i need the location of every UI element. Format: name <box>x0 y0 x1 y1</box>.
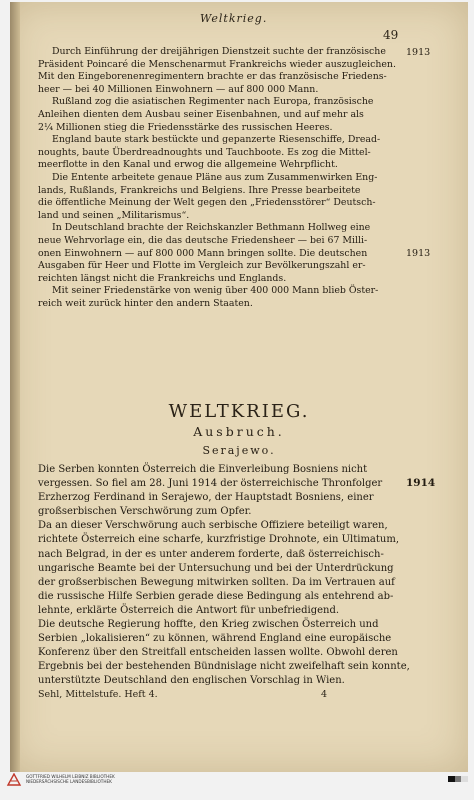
text-line: vergessen. So fiel am 28. Juni 1914 der österreichische Thronfolger <box>38 478 383 490</box>
page-footer <box>38 689 398 700</box>
page-gutter <box>10 2 20 772</box>
text-line: Ergebnis bei der bestehenden Bündnislage nicht zweifelhaft sein konnte, <box>38 661 410 673</box>
section-text-serajewo <box>38 463 410 689</box>
margin-year: 1913 <box>406 248 431 259</box>
text-line: onen Einwohnern — auf 800 000 Mann bringen sollte. Die deutschen <box>38 247 368 259</box>
text-line: Serbien „lokalisieren“ zu können, während England eine europäische <box>38 633 392 645</box>
section-heading: Serajewo. <box>202 444 276 457</box>
text-line: Erzherzog Ferdinand in Serajewo, der Hauptstadt Bosniens, einer <box>38 492 374 504</box>
text-line: noughts, baute Überdreadnoughts und Tauchboote. Es zog die Mittel- <box>38 146 371 158</box>
text-line: Durch Einführung der dreijährigen Dienstzeit suchte der französische <box>52 46 386 57</box>
text-line: lands, Rußlands, Frankreichs und Belgiens. Ihre Presse bearbeitete <box>38 184 361 196</box>
text-line: reichten längst nicht die Frankreichs und Englands. <box>38 272 287 284</box>
text-line: Mit den Eingeborenenregimentern brachte er das französische Friedens- <box>38 71 387 83</box>
section-text-armament <box>38 46 398 310</box>
book-page <box>10 2 468 772</box>
page-number: 49 <box>383 28 399 42</box>
text-line: richtete Österreich eine scharfe, kurzfristige Drohnote, ein Ultimatum, <box>38 534 400 546</box>
text-line: neue Wehrvorlage ein, die das deutsche Friedensheer — bei 67 Milli- <box>38 234 368 246</box>
text-line: Anleihen dienten dem Ausbau seiner Eisenbahnen, und auf mehr als <box>38 108 364 120</box>
text-line: nach Belgrad, in der es unter anderem forderte, daß österreichisch- <box>38 548 384 560</box>
color-calibration-bar <box>448 776 468 782</box>
chapter-subtitle: Ausbruch. <box>193 424 285 439</box>
margin-year: 1913 <box>406 47 431 58</box>
text-line: England baute stark bestückte und gepanzerte Riesenschiffe, Dread- <box>52 134 381 146</box>
text-line: Die Serben konnten Österreich die Einverleibung Bosniens nicht <box>38 464 368 475</box>
text-line: meerflotte in den Kanal und erwog die allgemeine Wehrpflicht. <box>38 159 338 171</box>
text-line: die russische Hilfe Serbien gerade diese Bedingung als entehrend ab- <box>38 590 394 602</box>
text-line: unterstützte Deutschland den englischen Vorschlag in Wien. <box>38 675 345 687</box>
text-line: 2¼ Millionen stieg die Friedensstärke des russischen Heeres. <box>38 121 333 133</box>
library-logo-icon <box>6 773 22 787</box>
text-line: der großserbischen Bewegung mitwirken sollten. Da im Vertrauen auf <box>38 576 395 588</box>
text-line: ungarische Beamte bei der Untersuchung und bei der Unterdrückung <box>38 562 394 574</box>
running-title: Weltkrieg. <box>200 12 268 25</box>
text-line: Da an dieser Verschwörung auch serbische Offiziere beteiligt waren, <box>38 520 388 532</box>
text-line: Die Entente arbeitete genaue Pläne aus zum Zusammenwirken Eng- <box>52 171 378 183</box>
signature-number: 4 <box>321 689 328 700</box>
text-line: In Deutschland brachte der Reichskanzler Bethmann Hollweg eine <box>52 222 371 234</box>
library-name: GOTTFRIED WILHELM LEIBNIZ BIBLIOTHEK <box>26 774 115 779</box>
text-line: Präsident Poincaré die Menschenarmut Frankreichs wieder auszugleichen. <box>38 58 396 70</box>
text-line: Rußland zog die asiatischen Regimenter nach Europa, französische <box>52 96 374 108</box>
text-line: reich weit zurück hinter den andern Staaten. <box>38 297 253 309</box>
text-line: heer — bei 40 Millionen Einwohnern — auf 800 000 Mann. <box>38 83 319 95</box>
text-line: land und seinen „Militarismus“. <box>38 209 190 221</box>
margin-year: 1914 <box>406 477 436 489</box>
text-line: Konferenz über den Streitfall entscheiden lassen wollte. Obwohl deren <box>38 647 398 659</box>
text-line: lehnte, erklärte Österreich die Antwort für unbefriedigend. <box>38 604 340 616</box>
chapter-title: WELTKRIEG. <box>168 401 310 422</box>
text-line: Ausgaben für Heer und Flotte im Vergleich zur Bevölkerungszahl er- <box>38 260 366 272</box>
library-subname: NIEDERSÄCHSISCHE LANDESBIBLIOTHEK <box>26 779 112 785</box>
footer-series: Sehl, Mittelstufe. Heft 4. <box>38 689 158 700</box>
text-line: großserbischen Verschwörung zum Opfer. <box>38 506 252 518</box>
text-line: die öffentliche Meinung der Welt gegen den „Friedensstörer“ Deutsch- <box>38 197 376 209</box>
text-line: Die deutsche Regierung hoffte, den Krieg zwischen Österreich und <box>38 619 379 631</box>
text-line: Mit seiner Friedenstärke von wenig über 400 000 Mann blieb Öster- <box>52 285 379 297</box>
